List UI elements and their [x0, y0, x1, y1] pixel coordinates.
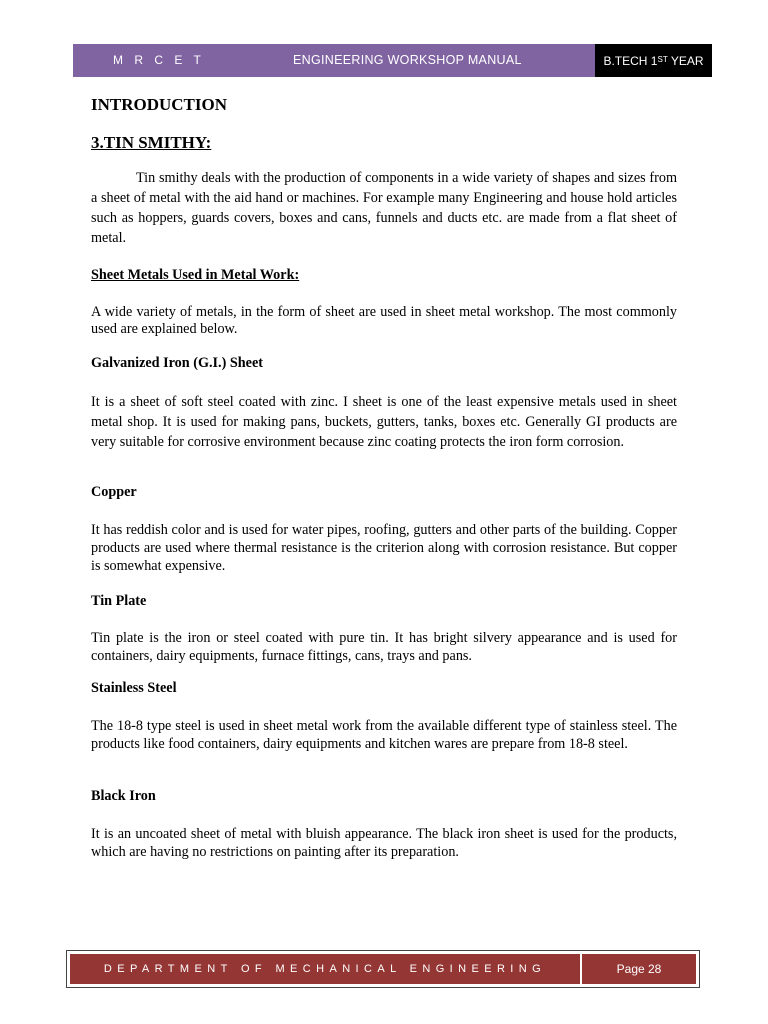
metal-description-copper: It has reddish color and is used for water pipes, roofing, gutters and other parts of the building. Copper products are used where thermal resistance is the criterion along with corrosion resistance. But copper is somewhat expensive.	[91, 522, 677, 574]
section-title: 3.TIN SMITHY:	[91, 133, 212, 152]
header-year-badge	[595, 44, 712, 77]
intro-paragraph: Tin smithy deals with the production of components in a wide variety of shapes and sizes from a sheet of metal with the aid hand or machines. For example many Engineering and house hold articles such as hoppers, guards covers, boxes and cans, funnels and ducts etc. are made from a flat sheet of metal.	[91, 170, 677, 246]
header-year-sup: ST	[657, 55, 668, 64]
sheet-metals-heading: Sheet Metals Used in Metal Work:	[91, 267, 300, 283]
metal-heading-black-iron: Black Iron	[91, 788, 156, 804]
header-institution: M R C E T	[113, 53, 205, 67]
sheet-metals-paragraph: A wide variety of metals, in the form of sheet are used in sheet metal workshop. The most commonly used are explained below.	[91, 304, 677, 337]
metal-description-black-iron: It is an uncoated sheet of metal with bluish appearance. The black iron sheet is used for the products, which are having no restrictions on painting after its preparation.	[91, 826, 677, 860]
page-title: INTRODUCTION	[91, 95, 228, 114]
header-year-prefix: B.TECH 1	[603, 53, 658, 68]
metal-heading-galvanized-iron: Galvanized Iron (G.I.) Sheet	[91, 355, 263, 371]
metal-description-stainless-steel: The 18-8 type steel is used in sheet metal work from the available different type of stainless steel. The products like food containers, dairy equipments and kitchen wares are prepare from 18-8 steel.	[91, 718, 677, 752]
header-year-suffix: YEAR	[667, 53, 704, 68]
header-manual-title: ENGINEERING WORKSHOP MANUAL	[293, 53, 522, 67]
footer-page-number: Page 28	[582, 954, 696, 984]
metal-heading-copper: Copper	[91, 484, 137, 500]
metal-heading-stainless-steel: Stainless Steel	[91, 680, 177, 696]
page-header	[73, 44, 712, 77]
metal-heading-tin-plate: Tin Plate	[91, 593, 147, 609]
metal-description-tin-plate: Tin plate is the iron or steel coated with pure tin. It has bright silvery appearance and is used for containers, dairy equipments, furnace fittings, cans, trays and pans.	[91, 630, 677, 664]
footer-department: DEPARTMENT OF MECHANICAL ENGINEERING	[70, 954, 580, 984]
metal-description-galvanized-iron: It is a sheet of soft steel coated with zinc. I sheet is one of the least expensive metals used in sheet metal shop. It is used for making pans, buckets, gutters, tanks, boxes etc. Generally GI products are very suitable for corrosive environment because zinc coating protects the iron form corrosion.	[91, 394, 677, 450]
